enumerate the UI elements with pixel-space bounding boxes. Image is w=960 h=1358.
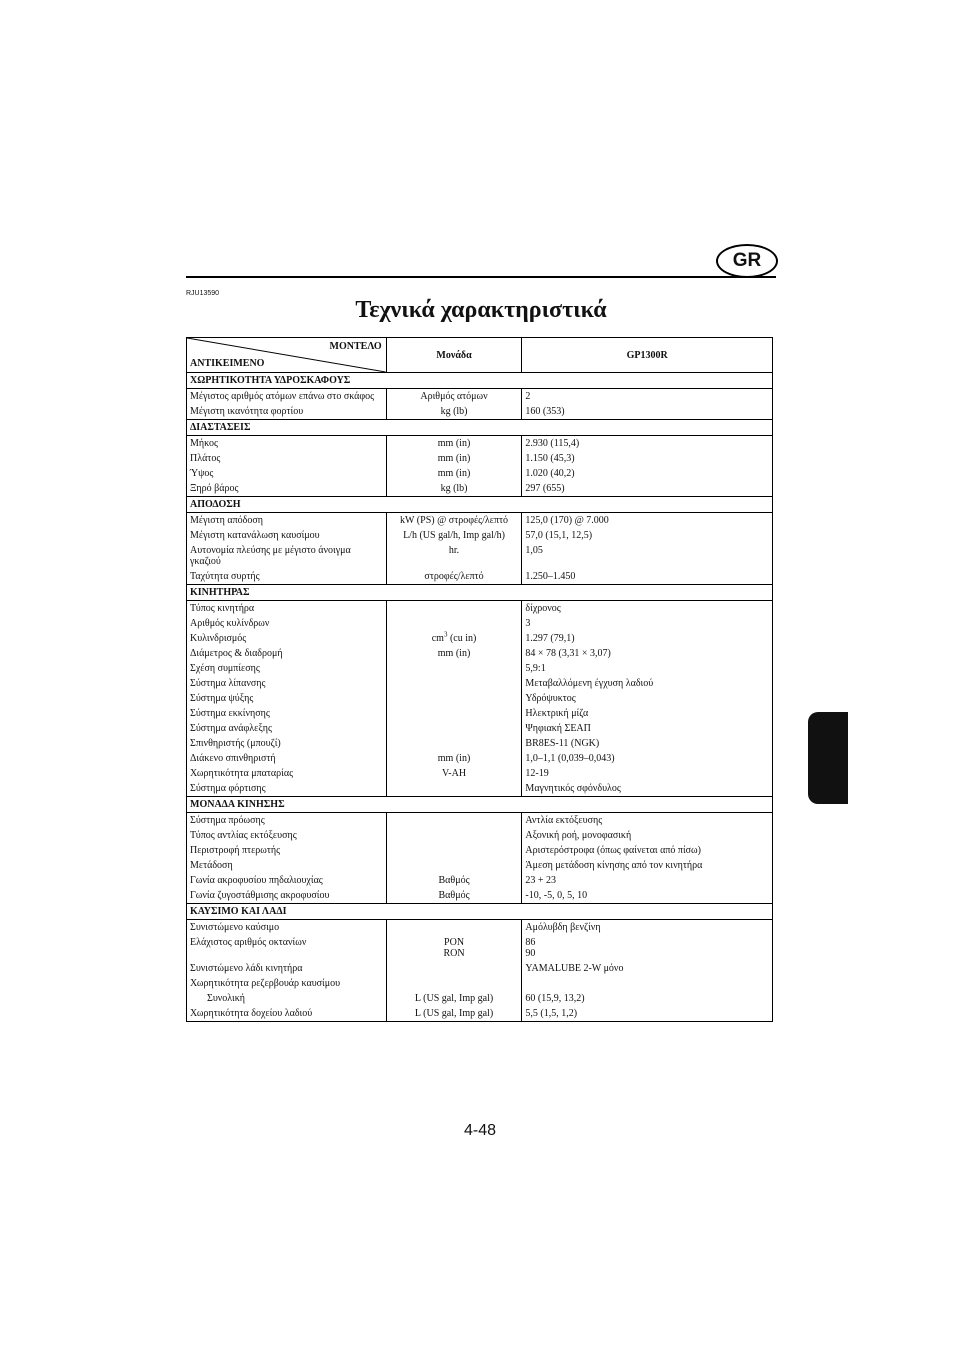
value-text: Αριστερόστροφα (όπως φαίνεται από πίσω) <box>525 845 701 856</box>
unit-text: kg (lb) <box>440 483 468 494</box>
unit-text: Αριθμός ατόμων <box>420 391 488 402</box>
unit-text: mm (in) <box>437 438 471 449</box>
item-cell: Μέγιστη ικανότητα φορτίου <box>187 404 387 420</box>
unit-cell <box>386 631 522 646</box>
value-cell <box>522 935 773 961</box>
value-text: 2.930 (115,4) <box>525 438 580 449</box>
value-cell <box>522 736 773 751</box>
value-text: 1.020 (40,2) <box>525 468 575 479</box>
unit-cell <box>386 691 522 706</box>
page-title: Τεχνικά χαρακτηριστικά <box>355 297 607 323</box>
value-text: 1.150 (45,3) <box>525 453 575 464</box>
unit-cell <box>386 528 522 543</box>
value-cell <box>522 858 773 873</box>
value-cell <box>522 661 773 676</box>
page-number: 4-48 <box>463 1122 497 1139</box>
item-cell: Σύστημα εκκίνησης <box>187 706 387 721</box>
section-tab-marker <box>808 712 848 804</box>
item-cell: Συνολική <box>187 991 387 1006</box>
table-row <box>187 451 773 466</box>
unit-cell <box>386 976 522 991</box>
unit-text: L/h (US gal/h, Imp gal/h) <box>403 530 505 541</box>
item-cell: Χωρητικότητα μπαταρίας <box>187 766 387 781</box>
unit-cell <box>386 935 522 961</box>
table-row <box>187 706 773 721</box>
value-cell <box>522 528 773 543</box>
table-row <box>187 751 773 766</box>
value-text: 12-19 <box>525 768 549 779</box>
value-cell <box>522 828 773 843</box>
table-row <box>187 976 773 991</box>
item-cell: Αριθμός κυλίνδρων <box>187 616 387 631</box>
value-text: Αντλία εκτόξευσης <box>525 815 603 826</box>
unit-cell <box>386 646 522 661</box>
value-text: 3 <box>525 618 531 629</box>
value-cell <box>522 631 773 646</box>
item-cell: Σπινθηριστής (μπουζί) <box>187 736 387 751</box>
table-row <box>187 691 773 706</box>
table-row <box>187 513 773 529</box>
header-item-label: ΑΝΤΙΚΕΙΜΕΝΟ <box>190 358 265 369</box>
unit-text: hr. <box>448 545 460 556</box>
item-cell: Περιστροφή πτερωτής <box>187 843 387 858</box>
table-row <box>187 858 773 873</box>
value-cell <box>522 389 773 405</box>
table-row <box>187 766 773 781</box>
unit-text: kg (lb) <box>440 406 468 417</box>
value-cell <box>522 751 773 766</box>
value-cell <box>522 436 773 452</box>
value-cell <box>522 569 773 585</box>
value-cell <box>522 920 773 936</box>
section-row <box>187 904 773 920</box>
specifications-table <box>186 337 773 1022</box>
value-text: -10, -5, 0, 5, 10 <box>525 890 588 901</box>
header-model-label: ΜΟΝΤΕΛΟ <box>329 341 382 352</box>
value-cell <box>522 543 773 569</box>
unit-cell <box>386 961 522 976</box>
value-text: 297 (655) <box>525 483 565 494</box>
section-row <box>187 497 773 513</box>
item-cell: Τύπος κινητήρα <box>187 601 387 617</box>
item-cell: Χωρητικότητα ρεζερβουάρ καυσίμου <box>187 976 387 991</box>
unit-text: V-AH <box>442 768 467 779</box>
value-text: 1,05 <box>525 545 543 556</box>
value-text: 5,9:1 <box>525 663 546 674</box>
unit-cell <box>386 843 522 858</box>
section-row <box>187 420 773 436</box>
value-cell <box>522 766 773 781</box>
unit-cell <box>386 920 522 936</box>
item-cell: Συνιστώμενο λάδι κινητήρα <box>187 961 387 976</box>
value-cell <box>522 513 773 529</box>
item-cell: Σύστημα ανάφλεξης <box>187 721 387 736</box>
unit-text: mm (in) <box>437 648 471 659</box>
item-cell: Σύστημα λίπανσης <box>187 676 387 691</box>
value-text: 1.250–1.450 <box>525 571 576 582</box>
document-code: RJU13590 <box>186 290 220 297</box>
section-row <box>187 797 773 813</box>
item-cell: Διάμετρος & διαδρομή <box>187 646 387 661</box>
item-cell: Γωνία ζυγοστάθμισης ακροφυσίου <box>187 888 387 904</box>
unit-cell <box>386 736 522 751</box>
value-cell <box>522 676 773 691</box>
table-row <box>187 828 773 843</box>
unit-cell <box>386 706 522 721</box>
item-cell: Διάκενο σπινθηριστή <box>187 751 387 766</box>
value-cell <box>522 1006 773 1022</box>
value-cell <box>522 888 773 904</box>
value-cell <box>522 843 773 858</box>
value-text-secondary: 90 <box>525 948 536 959</box>
unit-cell <box>386 828 522 843</box>
item-cell: Μέγιστος αριθμός ατόμων επάνω στο σκάφος <box>187 389 387 405</box>
table-row <box>187 616 773 631</box>
unit-cell <box>386 813 522 829</box>
language-badge: GR <box>716 244 778 278</box>
unit-cell <box>386 569 522 585</box>
value-cell <box>522 961 773 976</box>
value-text: 86 <box>525 937 536 948</box>
unit-text: mm (in) <box>437 468 471 479</box>
value-cell <box>522 451 773 466</box>
unit-cell <box>386 676 522 691</box>
table-row <box>187 528 773 543</box>
table-row <box>187 873 773 888</box>
unit-superscript: 3 <box>443 630 448 639</box>
table-row <box>187 843 773 858</box>
section-row <box>187 373 773 389</box>
value-cell <box>522 466 773 481</box>
unit-cell <box>386 781 522 797</box>
item-cell: Ελάχιστος αριθμός οκτανίων <box>187 935 387 961</box>
item-cell: Ύψος <box>187 466 387 481</box>
item-cell: Συνιστώμενο καύσιμο <box>187 920 387 936</box>
item-cell: Πλάτος <box>187 451 387 466</box>
table-row <box>187 661 773 676</box>
table-row <box>187 481 773 497</box>
section-title: ΚΑΥΣΙΜΟ ΚΑΙ ΛΑΔΙ <box>187 904 773 920</box>
item-cell: Αυτονομία πλεύσης με μέγιστο άνοιγμα γκαζιού <box>187 543 387 569</box>
table-row <box>187 991 773 1006</box>
item-cell: Σύστημα φόρτισης <box>187 781 387 797</box>
unit-text-secondary: RON <box>443 948 465 959</box>
value-text: Άμεση μετάδοση κίνησης από τον κινητήρα <box>525 860 703 871</box>
value-cell <box>522 976 773 991</box>
value-text: Μεταβαλλόμενη έγχυση λαδιού <box>525 678 654 689</box>
unit-cell <box>386 721 522 736</box>
table-row <box>187 436 773 452</box>
unit-cell <box>386 389 522 405</box>
table-row <box>187 736 773 751</box>
unit-text: L (US gal, Imp gal) <box>414 1008 494 1019</box>
table-row <box>187 920 773 936</box>
value-text: δίχρονος <box>525 603 561 614</box>
value-cell <box>522 706 773 721</box>
value-cell <box>522 404 773 420</box>
item-cell: Σύστημα πρόωσης <box>187 813 387 829</box>
value-text: BR8ES-11 (NGK) <box>525 738 600 749</box>
unit-text: kW (PS) @ στροφές/λεπτό <box>400 515 509 526</box>
unit-cell <box>386 661 522 676</box>
table-row <box>187 543 773 569</box>
value-text: 125,0 (170) @ 7.000 <box>525 515 609 526</box>
item-cell: Σχέση συμπίεσης <box>187 661 387 676</box>
unit-cell <box>386 513 522 529</box>
table-row <box>187 646 773 661</box>
table-row <box>187 1006 773 1022</box>
unit-cell <box>386 751 522 766</box>
value-text: Αξονική ροή, μονοφασική <box>525 830 632 841</box>
header-model-name: GP1300R <box>522 338 773 373</box>
item-cell: Γωνία ακροφυσίου πηδαλιουχίας <box>187 873 387 888</box>
table-row <box>187 631 773 646</box>
value-text: 57,0 (15,1, 12,5) <box>525 530 593 541</box>
unit-cell <box>386 1006 522 1022</box>
table-row <box>187 389 773 405</box>
table-row <box>187 813 773 829</box>
value-text: 84 × 78 (3,31 × 3,07) <box>525 648 611 659</box>
item-cell: Μήκος <box>187 436 387 452</box>
value-cell <box>522 646 773 661</box>
value-text: 2 <box>525 391 531 402</box>
unit-tail: (cu in) <box>447 633 477 644</box>
item-cell: Μέγιστη απόδοση <box>187 513 387 529</box>
unit-text: Βαθμός <box>438 890 470 901</box>
value-cell <box>522 601 773 617</box>
unit-cell <box>386 873 522 888</box>
value-text: Μαγνητικός σφόνδυλος <box>525 783 621 794</box>
table-row <box>187 676 773 691</box>
table-row <box>187 569 773 585</box>
item-cell: Χωρητικότητα δοχείου λαδιού <box>187 1006 387 1022</box>
section-title: ΧΩΡΗΤΙΚΟΤΗΤΑ ΥΔΡΟΣΚΑΦΟΥΣ <box>187 373 773 389</box>
unit-cell <box>386 616 522 631</box>
table-row <box>187 781 773 797</box>
table-header-row <box>187 338 773 373</box>
item-cell: Σύστημα ψύξης <box>187 691 387 706</box>
header-unit: Μονάδα <box>386 338 522 373</box>
table-row <box>187 961 773 976</box>
unit-cell <box>386 858 522 873</box>
section-row <box>187 585 773 601</box>
value-text: Αμόλυβδη βενζίνη <box>525 922 601 933</box>
unit-cell <box>386 451 522 466</box>
unit-cell <box>386 466 522 481</box>
value-cell <box>522 813 773 829</box>
unit-text: PON <box>444 937 465 948</box>
table-body <box>187 373 773 1022</box>
unit-cell <box>386 404 522 420</box>
table-row <box>187 935 773 961</box>
value-text: Ηλεκτρική μίζα <box>525 708 589 719</box>
value-cell <box>522 616 773 631</box>
table-row <box>187 721 773 736</box>
value-cell <box>522 481 773 497</box>
table-row <box>187 601 773 617</box>
unit-cell <box>386 991 522 1006</box>
unit-text: cm <box>431 633 444 644</box>
header-item-model-cell <box>187 338 387 373</box>
value-cell <box>522 721 773 736</box>
value-cell <box>522 873 773 888</box>
value-cell <box>522 691 773 706</box>
unit-cell <box>386 543 522 569</box>
value-text: 60 (15,9, 13,2) <box>525 993 585 1004</box>
item-cell: Τύπος αντλίας εκτόξευσης <box>187 828 387 843</box>
item-cell: Μέγιστη κατανάλωση καυσίμου <box>187 528 387 543</box>
unit-cell <box>386 601 522 617</box>
unit-cell <box>386 481 522 497</box>
item-cell: Ταχύτητα συρτής <box>187 569 387 585</box>
unit-text: στροφές/λεπτό <box>424 571 484 582</box>
unit-cell <box>386 766 522 781</box>
header-rule <box>186 276 776 278</box>
item-cell: Μετάδοση <box>187 858 387 873</box>
value-text: 1.297 (79,1) <box>525 633 575 644</box>
section-title: ΑΠΟΔΟΣΗ <box>187 497 773 513</box>
value-text: 1,0–1,1 (0,039–0,043) <box>525 753 615 764</box>
unit-cell <box>386 436 522 452</box>
unit-text: mm (in) <box>437 753 471 764</box>
unit-text: mm (in) <box>437 453 471 464</box>
table-row <box>187 466 773 481</box>
item-cell: Κυλινδρισμός <box>187 631 387 646</box>
unit-cell <box>386 888 522 904</box>
table-row <box>187 888 773 904</box>
item-cell: Ξηρό βάρος <box>187 481 387 497</box>
unit-text: L (US gal, Imp gal) <box>414 993 494 1004</box>
value-text: Ψηφιακή ΣΕΑΠ <box>525 723 591 734</box>
value-cell <box>522 991 773 1006</box>
value-text: 5,5 (1,5, 1,2) <box>525 1008 578 1019</box>
value-cell <box>522 781 773 797</box>
section-title: ΚΙΝΗΤΗΡΑΣ <box>187 585 773 601</box>
table-row <box>187 404 773 420</box>
value-text: 160 (353) <box>525 406 565 417</box>
value-text: 23 + 23 <box>525 875 557 886</box>
unit-text: Βαθμός <box>438 875 470 886</box>
section-title: ΜΟΝΑΔΑ ΚΙΝΗΣΗΣ <box>187 797 773 813</box>
value-text: YAMALUBE 2-W μόνο <box>525 963 624 974</box>
section-title: ΔΙΑΣΤΑΣΕΙΣ <box>187 420 773 436</box>
value-text: Υδρόψυκτος <box>525 693 576 704</box>
